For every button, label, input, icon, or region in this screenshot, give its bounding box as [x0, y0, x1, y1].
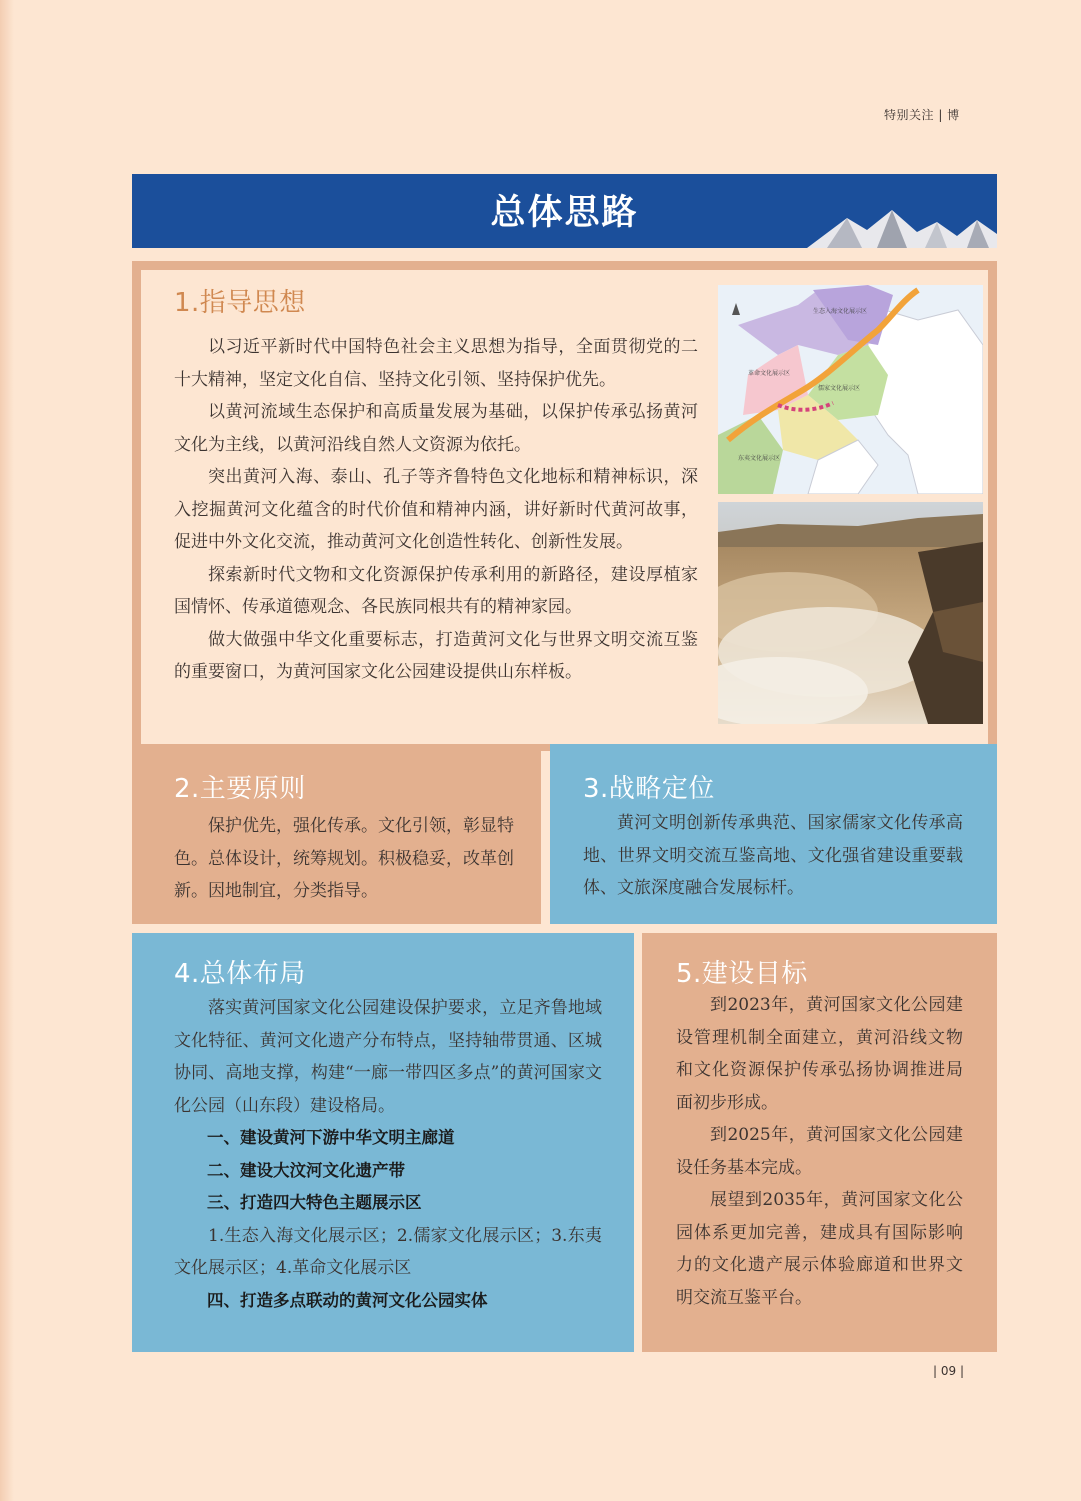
section4-title: 4.总体布局 — [174, 959, 306, 989]
section2-title: 2.主要原则 — [174, 774, 306, 804]
section5-paragraph: 到2025年，黄河国家文化公园建设任务基本完成。 — [676, 1125, 963, 1178]
map-label: 革命文化展示区 — [748, 370, 791, 377]
page-number: | 09 | — [933, 1364, 964, 1378]
section4-body — [174, 992, 602, 1317]
section1-paragraph: 探索新时代文物和文化资源保护传承利用的新路径，建设厚植家国情怀、传承道德观念、各民族同根共有的精神家园。 — [174, 564, 698, 617]
section-tag: 特别关注 | 博 — [884, 108, 960, 122]
map-label: 儒家文化展示区 — [818, 385, 861, 392]
section1-paragraph: 以习近平新时代中国特色社会主义思想为指导，全面贯彻党的二十大精神，坚定文化自信、坚持文化引领、坚持保护优先。 — [174, 337, 698, 390]
section1-title: 1.指导思想 — [174, 288, 306, 318]
section1-paragraph: 突出黄河入海、泰山、孔子等齐鲁特色文化地标和精神标识，深入挖掘黄河文化蕴含的时代价值和精神内涵，讲好新时代黄河故事，促进中外文化交流，推动黄河文化创造性转化、创新性发展。 — [174, 467, 698, 552]
section4-intro: 落实黄河国家文化公园建设保护要求，立足齐鲁地域文化特征、黄河文化遗产分布特点，坚持轴带贯通、区城协同、高地支撑，构建“一廊一带四区多点”的黄河国家文化公园（山东段）建设格局。 — [174, 998, 602, 1116]
map-label: 东夷文化展示区 — [738, 455, 781, 462]
section5-paragraph: 展望到2035年，黄河国家文化公园体系更加完善，建成具有国际影响力的文化遗产展示体验廊道和世界文明交流互鉴平台。 — [676, 1190, 963, 1308]
section2-body — [174, 810, 514, 908]
yellow-river-map — [718, 285, 983, 494]
section5-paragraph: 到2023年，黄河国家文化公园建设管理机制全面建立，黄河沿线文物和文化资源保护传承弘扬协调推进局面初步形成。 — [676, 995, 963, 1113]
section1-paragraph: 以黄河流域生态保护和高质量发展为基础，以保护传承弘扬黄河文化为主线，以黄河沿线自然人文资源为依托。 — [174, 402, 698, 455]
section4-item: 一、建设黄河下游中华文明主廊道 — [207, 1128, 455, 1147]
section3-body — [583, 807, 963, 905]
title-banner — [132, 174, 997, 248]
page-title: 总体思路 — [490, 193, 639, 233]
section4-item-detail: 1.生态入海文化展示区；2.儒家文化展示区；3.东夷文化展示区；4.革命文化展示区 — [174, 1225, 602, 1278]
section1-paragraph: 做大做强中华文化重要标志，打造黄河文化与世界文明交流互鉴的重要窗口，为黄河国家文化公园建设提供山东样板。 — [174, 629, 698, 682]
map-label: 生态入海文化展示区 — [813, 308, 868, 315]
page-spine — [0, 0, 14, 1501]
section5-title: 5.建设目标 — [676, 959, 808, 989]
section2-paragraph: 保护优先，强化传承。文化引领，彰显特色。总体设计，统筹规划。积极稳妥，改革创新。因地制宜，分类指导。 — [174, 816, 514, 901]
section5-body — [676, 989, 963, 1314]
section4-item: 三、打造四大特色主题展示区 — [207, 1193, 422, 1212]
waterfall-photo — [718, 502, 983, 724]
mountain-decoration — [807, 208, 997, 248]
section3-title: 3.战略定位 — [583, 774, 715, 804]
section3-paragraph: 黄河文明创新传承典范、国家儒家文化传承高地、世界文明交流互鉴高地、文化强省建设重要载体、文旅深度融合发展标杆。 — [583, 813, 963, 898]
section1-body — [174, 331, 698, 689]
section4-item: 四、打造多点联动的黄河文化公园实体 — [207, 1290, 488, 1310]
section4-item: 二、建设大汶河文化遗产带 — [207, 1160, 405, 1180]
